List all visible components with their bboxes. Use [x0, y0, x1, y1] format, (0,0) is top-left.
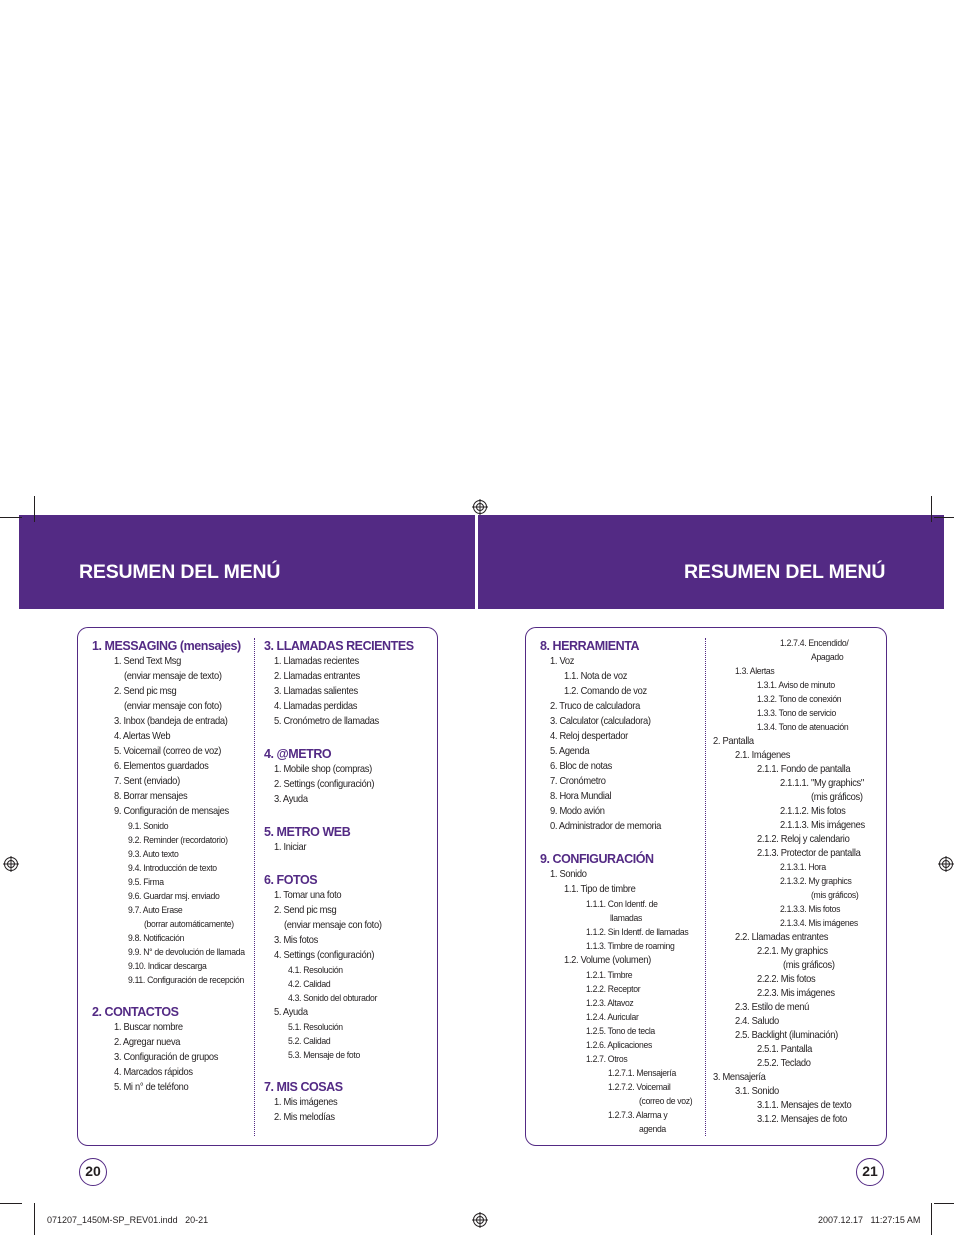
menu-item: 0. Administrador de memoria [550, 821, 662, 832]
left-page-title: RESUMEN DEL MENÚ [79, 561, 281, 583]
menu-item: 4. Reloj despertador [550, 731, 628, 742]
section-heading: 1. MESSAGING (mensajes) [92, 639, 241, 653]
menu-item: 3. Configuración de grupos [114, 1052, 219, 1063]
menu-item: 1.3.4. Tono de atenuación [757, 722, 849, 733]
menu-item: 2. Agregar nueva [114, 1037, 181, 1048]
menu-item: llamadas [610, 913, 643, 924]
menu-item: 2.2.1. My graphics [757, 946, 828, 957]
menu-item: 9.1. Sonido [128, 821, 169, 832]
footer-file-info: 071207_1450M-SP_REV01.indd 20-21 [47, 1215, 209, 1225]
left-column-divider [254, 638, 255, 1136]
menu-item: 5.3. Mensaje de foto [288, 1050, 360, 1061]
crop-mark [34, 496, 35, 522]
menu-item: 1. Llamadas recientes [274, 656, 359, 667]
section-heading: 5. METRO WEB [264, 825, 351, 839]
menu-item: 5.2. Calidad [288, 1036, 331, 1047]
menu-item: 4. Marcados rápidos [114, 1067, 193, 1078]
menu-item: 5. Cronómetro de llamadas [274, 716, 379, 727]
menu-item: 1.1.3. Timbre de roaming [586, 941, 675, 952]
menu-item: 1. Send Text Msg [114, 656, 182, 667]
menu-item: 4. Settings (configuración) [274, 950, 375, 961]
menu-item: 1.2.7.2. Voicemail [608, 1082, 671, 1093]
left-page-number: 20 [79, 1158, 107, 1186]
menu-item: 9.7. Auto Erase [128, 905, 183, 916]
menu-item: 1. Voz [550, 656, 575, 667]
menu-item: 1.2.1. Timbre [586, 970, 633, 981]
section-heading: 8. HERRAMIENTA [540, 639, 640, 653]
menu-item: 4.2. Calidad [288, 979, 331, 990]
menu-item: 1.2.7. Otros [586, 1054, 628, 1065]
menu-item: (borrar automáticamente) [144, 919, 234, 930]
menu-item: 1.1. Nota de voz [564, 671, 628, 682]
menu-item: 3. Mis fotos [274, 935, 319, 946]
menu-item: 1.3.3. Tono de servicio [757, 708, 837, 719]
crop-mark [934, 1203, 954, 1204]
section-heading: 4. @METRO [264, 747, 332, 761]
menu-item: 2.1.3.2. My graphics [780, 876, 852, 887]
menu-item: 3. Inbox (bandeja de entrada) [114, 716, 228, 727]
menu-item: 1.2.6. Aplicaciones [586, 1040, 653, 1051]
crop-mark [0, 517, 22, 518]
menu-item: (enviar mensaje de texto) [124, 671, 222, 682]
menu-item: 9.3. Auto texto [128, 849, 179, 860]
menu-item: 1.2.5. Tono de tecla [586, 1026, 655, 1037]
registration-mark-icon [938, 856, 954, 872]
menu-item: 2.5.2. Teclado [757, 1058, 811, 1069]
menu-item: 2.2. Llamadas entrantes [735, 932, 829, 943]
right-page-number: 21 [856, 1158, 884, 1186]
menu-item: 9.4. Introducción de texto [128, 863, 217, 874]
menu-item: 2.1.1.1. "My graphics" [780, 778, 864, 789]
menu-item: 2.1.2. Reloj y calendario [757, 834, 850, 845]
menu-item: 1.3.2. Tono de conexión [757, 694, 842, 705]
menu-item: 2.5.1. Pantalla [757, 1044, 813, 1055]
menu-item: Apagado [811, 652, 844, 663]
menu-item: 2.4. Saludo [735, 1016, 779, 1027]
menu-item: 1.3. Alertas [735, 666, 775, 677]
menu-item: 1. Iniciar [274, 842, 307, 853]
right-menu-box [525, 627, 887, 1146]
menu-item: 2.1.3.1. Hora [780, 862, 826, 873]
menu-item: 4.3. Sonido del obturador [288, 993, 378, 1004]
menu-item: 5. Voicemail (correo de voz) [114, 746, 222, 757]
crop-mark [931, 496, 932, 522]
section-heading: 7. MIS COSAS [264, 1080, 343, 1094]
menu-item: 1.1.1. Con Identf. de [586, 899, 658, 910]
menu-item: 8. Borrar mensajes [114, 791, 188, 802]
crop-mark [34, 1203, 35, 1235]
registration-mark-icon [472, 499, 488, 515]
right-column-divider [705, 638, 706, 1136]
menu-item: 2.1.3.3. Mis fotos [780, 904, 841, 915]
menu-item: 1.2.3. Altavoz [586, 998, 634, 1009]
menu-item: 1. Mobile shop (compras) [274, 764, 372, 775]
menu-item: 1.2.7.1. Mensajería [608, 1068, 676, 1079]
menu-item: 2.2.3. Mis imágenes [757, 988, 835, 999]
menu-item: 3.1.1. Mensajes de texto [757, 1100, 852, 1111]
menu-item: 1.2.7.4. Encendido/ [780, 638, 849, 649]
footer-timestamp: 2007.12.17 11:27:15 AM [818, 1215, 921, 1225]
menu-item: 9. Configuración de mensajes [114, 806, 229, 817]
menu-item: 1.3.1. Aviso de minuto [757, 680, 835, 691]
menu-item: 4. Llamadas perdidas [274, 701, 358, 712]
crop-mark [931, 1203, 932, 1235]
menu-item: 1.2. Volume (volumen) [564, 955, 651, 966]
menu-item: 2.1.1.2. Mis fotos [780, 806, 846, 817]
section-heading: 3. LLAMADAS RECIENTES [264, 639, 414, 653]
menu-item: 2.1.1.3. Mis imágenes [780, 820, 865, 831]
section-heading: 6. FOTOS [264, 873, 318, 887]
menu-item: 1. Buscar nombre [114, 1022, 183, 1033]
menu-item: 1.2.4. Auricular [586, 1012, 639, 1023]
menu-item: 9.2. Reminder (recordatorio) [128, 835, 228, 846]
menu-item: 1.2.7.3. Alarma y [608, 1110, 668, 1121]
crop-mark [934, 517, 954, 518]
menu-item: 2.3. Estilo de menú [735, 1002, 810, 1013]
menu-item: 8. Hora Mundial [550, 791, 612, 802]
menu-item: 9.11. Configuración de recepción [128, 975, 245, 986]
menu-item: (mis gráficos) [811, 792, 863, 803]
menu-item: 2. Truco de calculadora [550, 701, 640, 712]
menu-item: 3. Calculator (calculadora) [550, 716, 651, 727]
menu-item: 1.2. Comando de voz [564, 686, 647, 697]
crop-mark [0, 1203, 22, 1204]
menu-item: 5.1. Resolución [288, 1022, 343, 1033]
menu-item: 3.1. Sonido [735, 1086, 779, 1097]
left-menu-box [77, 627, 438, 1146]
menu-item: 4.1. Resolución [288, 965, 343, 976]
menu-item: 2.5. Backlight (iluminación) [735, 1030, 838, 1041]
menu-item: (enviar mensaje con foto) [284, 920, 382, 931]
menu-item: 6. Bloc de notas [550, 761, 613, 772]
menu-item: 9.6. Guardar msj. enviado [128, 891, 220, 902]
menu-item: (correo de voz) [639, 1096, 693, 1107]
menu-item: 9.8. Notificación [128, 933, 185, 944]
menu-item: 1.1. Tipo de timbre [564, 884, 636, 895]
menu-item: 9.5. Firma [128, 877, 164, 888]
menu-item: 2.1.3.4. Mis imágenes [780, 918, 858, 929]
menu-item: 3. Mensajería [713, 1072, 766, 1083]
menu-item: 2. Settings (configuración) [274, 779, 375, 790]
menu-item: agenda [639, 1124, 666, 1135]
menu-item: 2. Send pic msg [274, 905, 337, 916]
menu-item: (enviar mensaje con foto) [124, 701, 222, 712]
menu-item: 2. Send pic msg [114, 686, 177, 697]
menu-item: 3.1.2. Mensajes de foto [757, 1114, 847, 1125]
menu-item: 4. Alertas Web [114, 731, 171, 742]
menu-item: 9. Modo avión [550, 806, 605, 817]
right-page-title: RESUMEN DEL MENÚ [684, 561, 886, 583]
menu-item: (mis gráficos) [811, 890, 859, 901]
menu-item: 3. Ayuda [274, 794, 308, 805]
menu-item: 1. Sonido [550, 869, 587, 880]
menu-item: 5. Mi n° de teléfono [114, 1082, 189, 1093]
menu-item: 7. Sent (enviado) [114, 776, 180, 787]
menu-item: 1.2.2. Receptor [586, 984, 641, 995]
menu-item: 1. Tomar una foto [274, 890, 342, 901]
menu-item: 2.1. Imágenes [735, 750, 791, 761]
menu-item: 7. Cronómetro [550, 776, 606, 787]
menu-item: 1. Mis imágenes [274, 1097, 338, 1108]
menu-item: 2.1.3. Protector de pantalla [757, 848, 861, 859]
menu-item: 3. Llamadas salientes [274, 686, 358, 697]
menu-item: 9.10. Indicar descarga [128, 961, 207, 972]
menu-item: 1.1.2. Sin Identf. de llamadas [586, 927, 689, 938]
menu-item: 2. Mis melodías [274, 1112, 335, 1123]
menu-item: 6. Elementos guardados [114, 761, 209, 772]
section-heading: 9. CONFIGURACIÓN [540, 852, 654, 866]
menu-item: 2.2.2. Mis fotos [757, 974, 816, 985]
menu-item: 5. Agenda [550, 746, 590, 757]
registration-mark-icon [472, 1212, 488, 1228]
section-heading: 2. CONTACTOS [92, 1005, 179, 1019]
registration-mark-icon [3, 856, 19, 872]
menu-item: 2. Pantalla [713, 736, 754, 747]
menu-item: 5. Ayuda [274, 1007, 308, 1018]
menu-item: 2. Llamadas entrantes [274, 671, 360, 682]
menu-item: 9.9. N° de devolución de llamada [128, 947, 245, 958]
menu-item: (mis gráficos) [783, 960, 835, 971]
menu-item: 2.1.1. Fondo de pantalla [757, 764, 851, 775]
